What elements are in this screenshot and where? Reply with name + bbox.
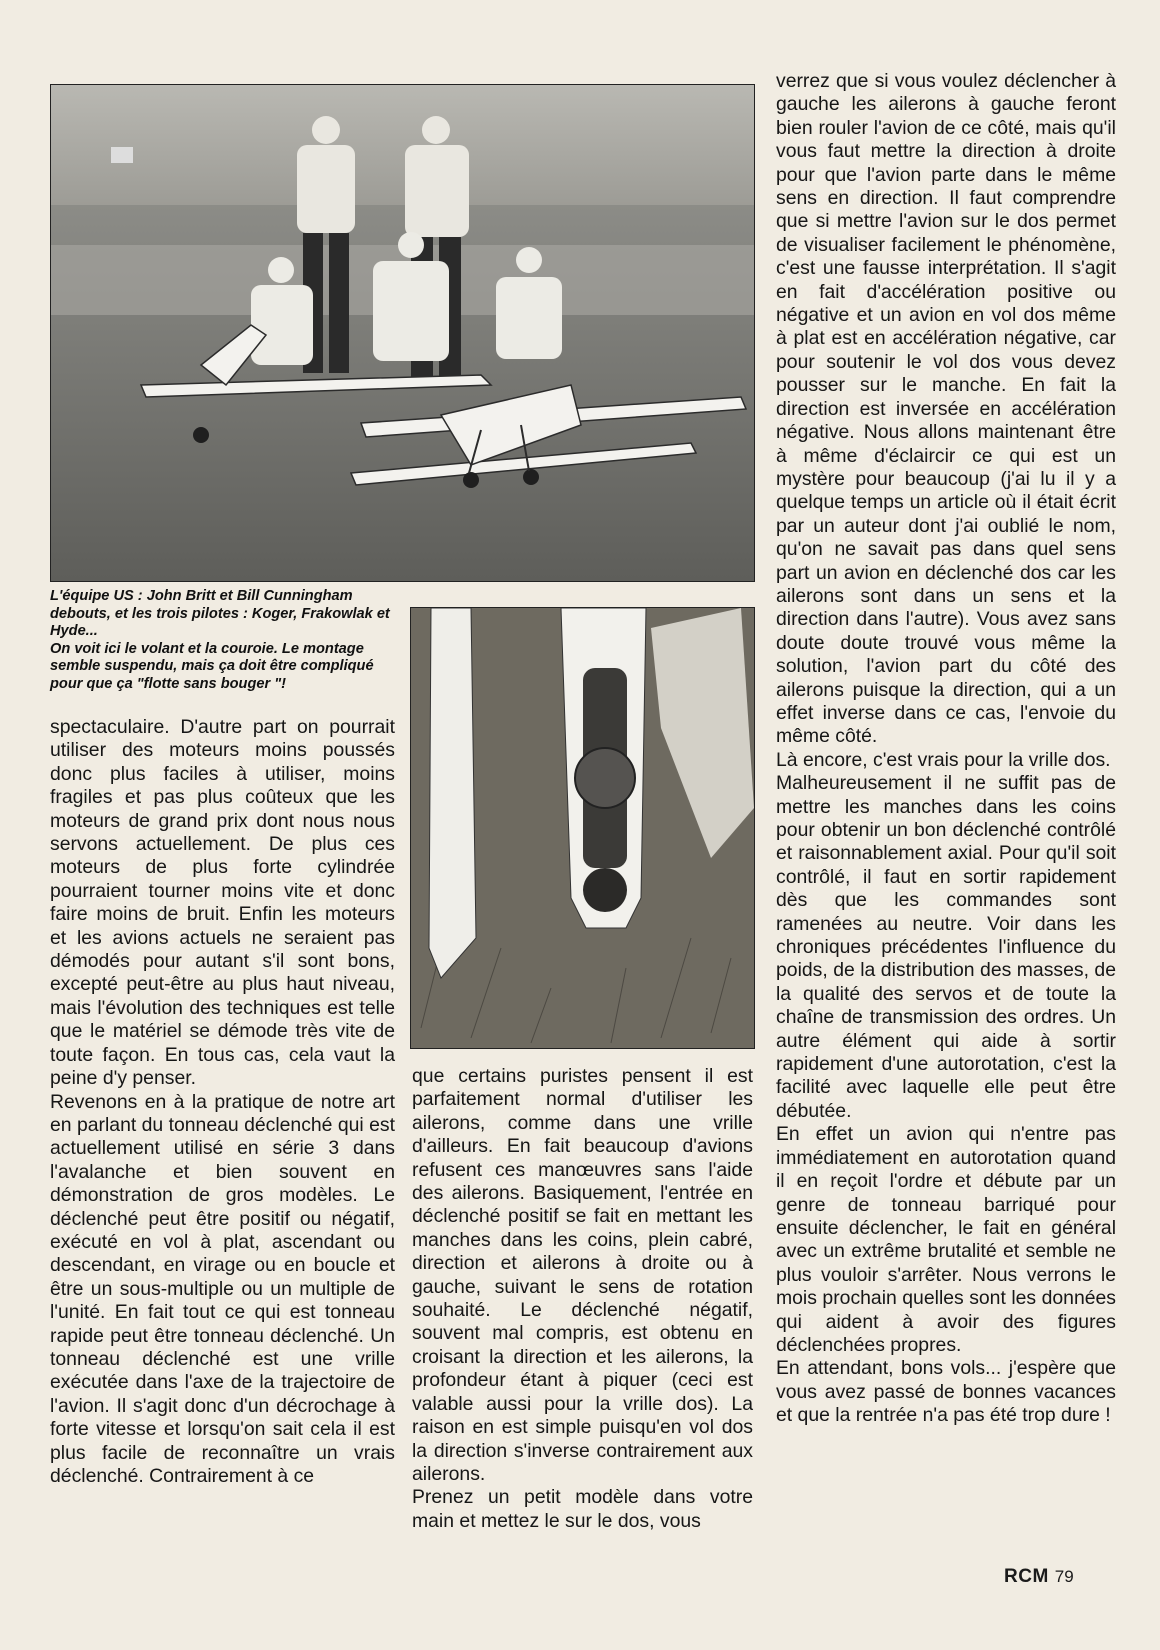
engine-photo-illustration xyxy=(411,608,754,1048)
article-paragraph: Prenez un petit modèle dans votre main et mettez le sur le dos, vous xyxy=(412,1486,753,1532)
caption-line: On voit ici le volant et la couroie. Le montage semble suspendu, mais ça doit être compliqué pour que ça "flotte sans bouger "! xyxy=(50,640,374,692)
team-photo-illustration xyxy=(51,85,754,581)
article-paragraph: Là encore, c'est vrais pour la vrille dos. xyxy=(776,748,1111,771)
article-paragraph: spectaculaire. D'autre part on pourrait utiliser des moteurs moins poussés donc plus faciles à utiliser, moins fragiles et pas plus coûteux que les moteurs de grand prix dont nous nous servons actuellement. De plus ces moteurs de plus forte cylindrée pourraient tourner moins vite et donc faire moins de bruit. Enfin les moteurs et les avions actuels ne seraient pas démodés pour autant s'il sont bons, excepté peut-être au plus haut niveau, mais l'évolution des techniques est telle que le matériel se démode très vite de toute façon. En tous cas, cela vaut la peine d'y penser. xyxy=(50,716,395,1090)
article-paragraph: En effet un avion qui n'entre pas immédiatement en autorotation quand il en reçoit l'ordre et débute par un genre de tonneau barriqué pour ensuite déclencher, le fait en général avec un extrême brutalité et semble ne plus vouloir s'arrêter. Nous verrons le mois prochain quelles sont les données qui aident à avoir des figures déclenchées propres. xyxy=(776,1123,1116,1356)
team-photo xyxy=(50,84,755,582)
page-folio xyxy=(1004,1566,1074,1588)
engine-photo xyxy=(410,607,755,1049)
article-column-middle xyxy=(412,1065,753,1533)
article-paragraph: En attendant, bons vols... j'espère que vous avez passé de bonnes vacances et que la rentrée n'a pas été trop dure ! xyxy=(776,1357,1116,1427)
article-column-right xyxy=(776,70,1116,1428)
article-paragraph: Malheureusement il ne suffit pas de mettre les manches dans les coins pour obtenir un bon déclenché contrôlé et raisonnablement axial. Pour qu'il soit contrôlé, il faut en sortir rapidement dès que les commandes sont ramenées au neutre. Voir dans les chroniques précédentes l'influence du poids, de la distribution des masses, de la qualité des servos et de toute la chaîne de transmission des ordres. Un autre élément qui aide à sortir rapidement d'une autorotation, c'est la facilité avec laquelle elle peut être débutée. xyxy=(776,772,1116,1122)
article-paragraph: que certains puristes pensent il est parfaitement normal d'utiliser les ailerons, comme dans une vrille d'ailleurs. En fait beaucoup d'avions refusent ces manœuvres sans l'aide des ailerons. Basiquement, l'entrée en déclenché positif se fait en mettant les manches dans les coins, plein cabré, direction et ailerons à droite ou à gauche, suivant le sens de rotation souhaité. Le déclenché négatif, souvent mal compris, est obtenu en croisant la direction et les ailerons, la profondeur étant à piquer (ceci est valable aussi pour la vrille dos). La raison en est simple puisqu'en vol dos la direction s'inverse contrairement aux ailerons. xyxy=(412,1065,753,1485)
caption-line: L'équipe US : John Britt et Bill Cunningham debouts, et les trois pilotes : Koger, Frakowlak et Hyde... xyxy=(50,588,390,640)
article-column-left xyxy=(50,716,395,1488)
article-paragraph: verrez que si vous voulez déclencher à gauche les ailerons à gauche feront bien rouler l'avion de ce côté, mais qu'il vous faut mettre la direction à droite pour que l'avion parte dans le même sens en direction. Il faut comprendre que si mettre l'avion sur le dos permet de visualiser facilement le phénomène, c'est une fausse interprétation. Il s'agit en fait d'accélération positive ou négative et un avion en vol dos même à plat est en accélération négative, car pour soutenir le vol dos vous devez pousser sur le manche. En fait la direction est inversée en accélération négative. Nous allons maintenant être à même d'éclaircir ce qui est un mystère pour beaucoup (j'ai lu il y a quelque temps un article où il était écrit par un auteur dont j'ai oublié le nom, qu'on ne savait pas dans quel sens part un avion en déclenché dos car les ailerons sont dans un sens et la direction dans l'autre). Vous avez sans doute doute trouvé vous même la solution, l'avion part du côté des ailerons puisque la direction, qui a un effet inverse dans ce cas, l'envoie du même côté. xyxy=(776,70,1116,748)
photo-caption xyxy=(50,588,400,694)
article-paragraph: Revenons en à la pratique de notre art en parlant du tonneau déclenché qui est actuellement utilisé en série 3 dans l'avalanche et bien souvent en démonstration de gros modèles. Le déclenché peut être positif ou négatif, exécuté en vol à plat, ascendant ou descendant, en virage ou en boucle et être un sous-multiple ou un multiple de l'unité. En fait tout ce qui est tonneau rapide peut être tonneau déclenché. Un tonneau déclenché est une vrille exécutée dans l'axe de la trajectoire de l'avion. Il s'agit donc d'un décrochage à forte vitesse et lorsqu'on sait cela il est plus facile de reconnaître un vrais déclenché. Contrairement à ce xyxy=(50,1090,395,1487)
page-number: 79 xyxy=(1054,1567,1074,1586)
magazine-name: RCM xyxy=(1004,1566,1049,1587)
